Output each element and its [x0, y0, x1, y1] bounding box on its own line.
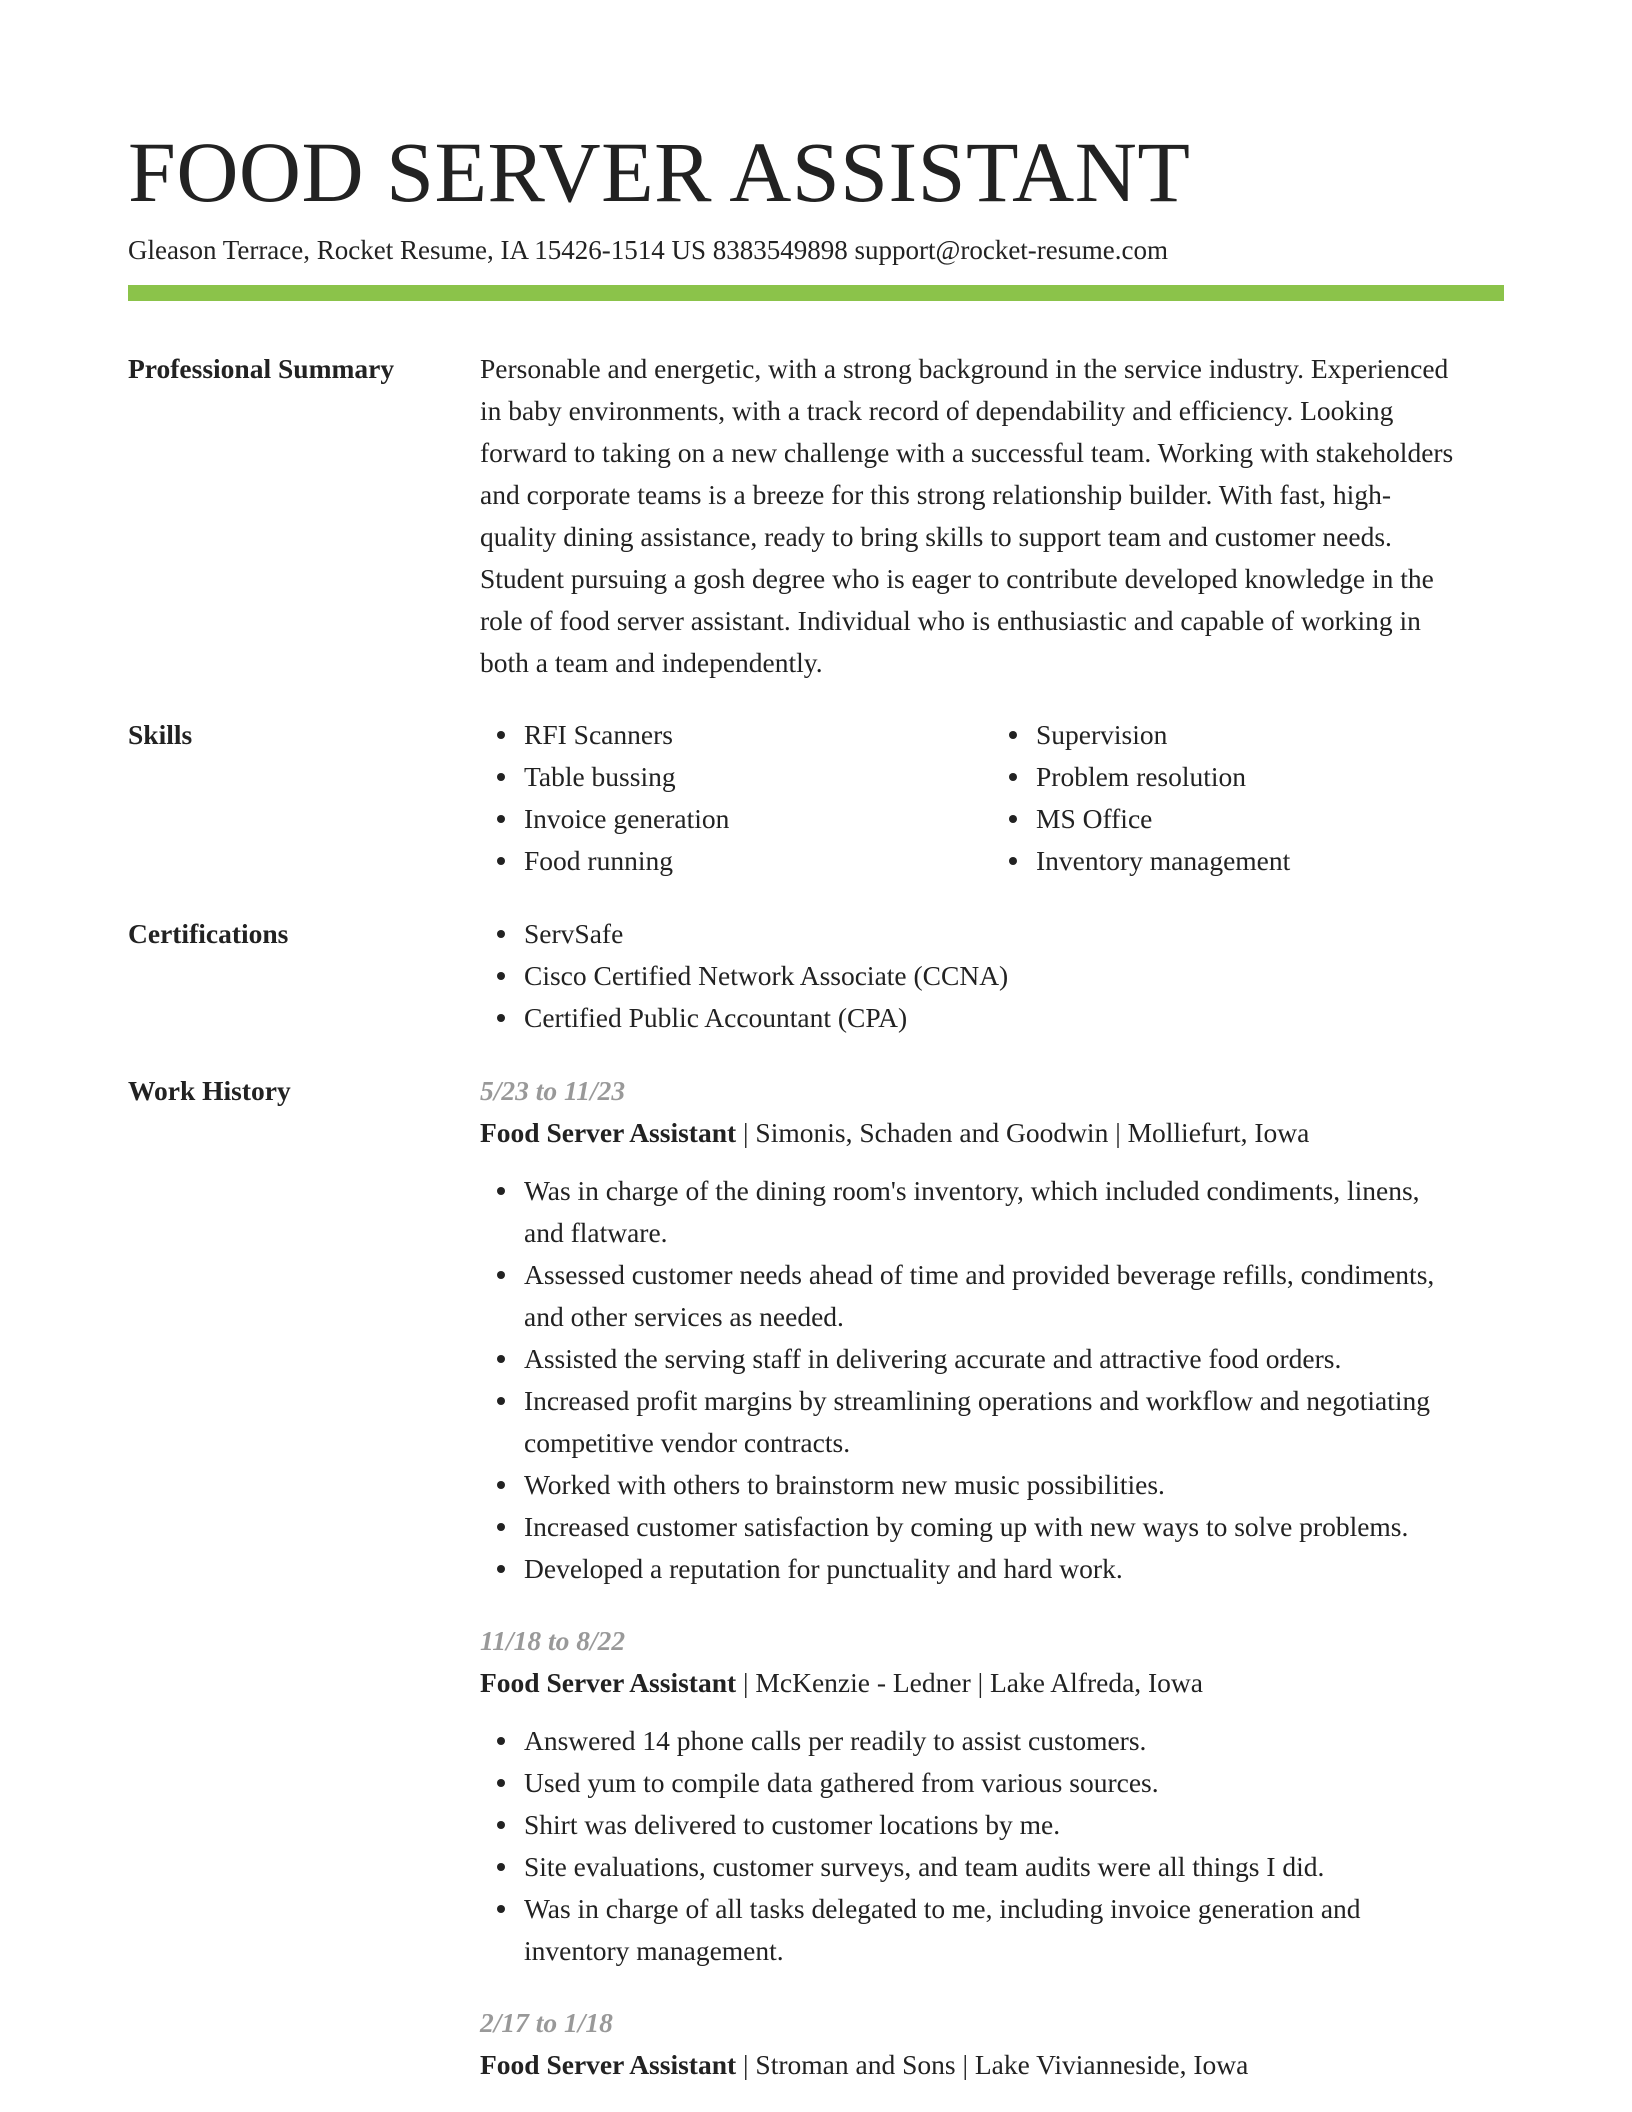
- job-details: | McKenzie - Ledner | Lake Alfreda, Iowa: [736, 1667, 1204, 1698]
- skill-item: Inventory management: [1036, 840, 1504, 882]
- bullet-line: Answered 14 phone calls per readily to assist customers.: [524, 1725, 1147, 1756]
- skills-list-right: [992, 714, 1504, 882]
- skill-item: MS Office: [1036, 798, 1504, 840]
- summary-line: both a team and independently.: [480, 647, 823, 678]
- bullet-line: and flatware.: [524, 1217, 668, 1248]
- summary-line: quality dining assistance, ready to bring skills to support team and customer needs.: [480, 521, 1392, 552]
- skill-item: Table bussing: [524, 756, 992, 798]
- certification-item: Cisco Certified Network Associate (CCNA): [524, 955, 1504, 997]
- job-date: 2/17 to 1/18: [480, 2007, 613, 2038]
- summary-title: Professional Summary: [128, 353, 395, 384]
- job-position: Food Server Assistant: [480, 1117, 737, 1148]
- certifications-body: [480, 913, 1504, 1039]
- resume-name: FOOD SERVER ASSISTANT: [128, 124, 1191, 220]
- bullet-line: Was in charge of the dining room's inventory, which included condiments, linens,: [524, 1175, 1420, 1206]
- job-date: 5/23 to 11/23: [480, 1075, 626, 1106]
- job-bullet: [524, 1846, 1504, 1888]
- job-bullet: [524, 1254, 1504, 1338]
- job-bullet: [524, 1170, 1504, 1254]
- header-divider: [128, 285, 1504, 301]
- bullet-line: Site evaluations, customer surveys, and team audits were all things I did.: [524, 1851, 1325, 1882]
- summary-line: and corporate teams is a breeze for this strong relationship builder. With fast, high-: [480, 479, 1391, 510]
- bullet-line: Increased profit margins by streamlining operations and workflow and negotiating: [524, 1385, 1430, 1416]
- job-bullet: [524, 1762, 1504, 1804]
- job-title-line: [480, 1112, 1504, 1154]
- skill-item: Supervision: [1036, 714, 1504, 756]
- summary-line: forward to taking on a new challenge with a successful team. Working with stakeholders: [480, 437, 1454, 468]
- job-bullet: [524, 1720, 1504, 1762]
- skill-item: Invoice generation: [524, 798, 992, 840]
- certification-item: Certified Public Accountant (CPA): [524, 997, 1504, 1039]
- certifications-title: Certifications: [128, 918, 289, 949]
- bullet-line: Assessed customer needs ahead of time and provided beverage refills, condiments,: [524, 1259, 1435, 1290]
- bullet-line: Worked with others to brainstorm new music possibilities.: [524, 1469, 1165, 1500]
- job-position: Food Server Assistant: [480, 1667, 737, 1698]
- work-history-title: Work History: [128, 1075, 291, 1106]
- job-details: | Simonis, Schaden and Goodwin | Molliefurt, Iowa: [736, 1117, 1310, 1148]
- job-bullet: [524, 1888, 1504, 1972]
- skills-title: Skills: [128, 719, 193, 750]
- job-bullet: [524, 1380, 1504, 1464]
- skill-item: Food running: [524, 840, 992, 882]
- job-bullet: [524, 1548, 1504, 1590]
- bullet-line: inventory management.: [524, 1935, 784, 1966]
- job-bullet: [524, 1338, 1504, 1380]
- certifications-list: [480, 913, 1504, 1039]
- skill-item: Problem resolution: [1036, 756, 1504, 798]
- contact-line: Gleason Terrace, Rocket Resume, IA 15426-1514 US 8383549898 support@rocket-resume.com: [128, 235, 1169, 265]
- bullet-line: and other services as needed.: [524, 1301, 844, 1332]
- job-bullet-list: [480, 1720, 1504, 1972]
- summary-line: Personable and energetic, with a strong background in the service industry. Experienced: [480, 353, 1449, 384]
- job-bullet: [524, 1804, 1504, 1846]
- skills-columns: [480, 714, 1504, 882]
- job-entry: [480, 1070, 1504, 1590]
- job-date: 11/18 to 8/22: [480, 1625, 626, 1656]
- skills-list-left: [480, 714, 992, 882]
- skill-item: RFI Scanners: [524, 714, 992, 756]
- summary-line: in baby environments, with a track record of dependability and efficiency. Looking: [480, 395, 1394, 426]
- bullet-line: Developed a reputation for punctuality and hard work.: [524, 1553, 1123, 1584]
- job-bullet: [524, 1506, 1504, 1548]
- job-bullet-list: [480, 1170, 1504, 1590]
- work-history-body: [480, 1070, 1504, 2086]
- bullet-line: Was in charge of all tasks delegated to me, including invoice generation and: [524, 1893, 1361, 1924]
- summary-line: Student pursuing a gosh degree who is eager to contribute developed knowledge in the: [480, 563, 1434, 594]
- certification-item: ServSafe: [524, 913, 1504, 955]
- job-details: | Stroman and Sons | Lake Vivianneside, Iowa: [736, 2049, 1249, 2080]
- job-position: Food Server Assistant: [480, 2049, 737, 2080]
- job-entry: [480, 1620, 1504, 1972]
- summary-text: [480, 348, 1504, 684]
- bullet-line: Assisted the serving staff in delivering accurate and attractive food orders.: [524, 1343, 1342, 1374]
- job-title-line: [480, 1662, 1504, 1704]
- job-entry: [480, 2002, 1504, 2086]
- job-title-line: [480, 2044, 1504, 2086]
- bullet-line: Shirt was delivered to customer locations by me.: [524, 1809, 1061, 1840]
- bullet-line: Increased customer satisfaction by coming up with new ways to solve problems.: [524, 1511, 1409, 1542]
- bullet-line: competitive vendor contracts.: [524, 1427, 851, 1458]
- job-bullet: [524, 1464, 1504, 1506]
- bullet-line: Used yum to compile data gathered from various sources.: [524, 1767, 1159, 1798]
- summary-line: role of food server assistant. Individual who is enthusiastic and capable of working in: [480, 605, 1421, 636]
